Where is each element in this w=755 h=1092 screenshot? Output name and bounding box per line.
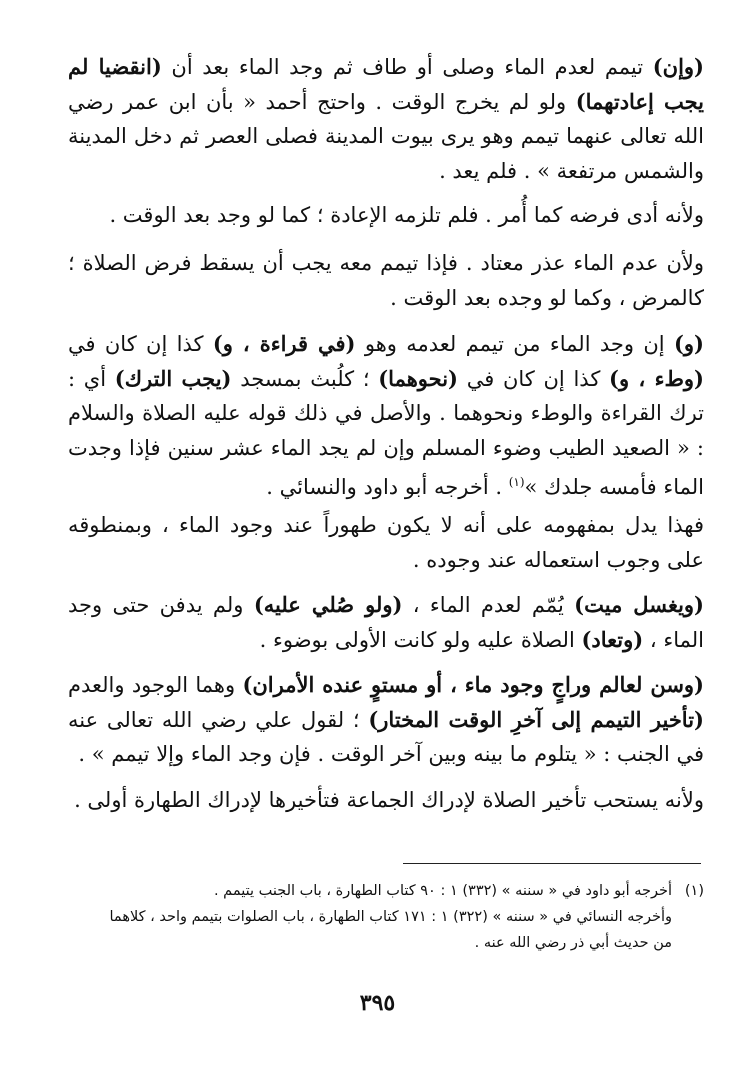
body-text: ولم يدفن حتى وجد الماء ، [68, 593, 704, 652]
footnote-number: (١) [684, 883, 704, 899]
bold-phrase: (تأخير التيمم إلى آخرِ الوقت المختار) [368, 706, 704, 732]
paragraph-8 [68, 783, 704, 818]
body-text: . أخرجه أبو داود والنسائي . [266, 475, 509, 499]
paragraph-1 [68, 50, 704, 188]
body-text: يُمّم لعدم الماء ، [402, 593, 575, 617]
body-text: ولو لم يخرج الوقت . واحتج أحمد « بأن ابن عمر رضي الله تعالى عنهما تيمم وهو يرى بيوت المدينة فصلى العصر ثم دخل المدينة والشمس مرتفعة » . فلم يعد . [68, 89, 704, 183]
body-text: ؛ لقول علي رضي الله تعالى عنه في الجنب : « يتلوم ما بينه وبين آخر الوقت . فإن وجد الماء وإلا تيمم » . [68, 707, 704, 766]
body-text: الصلاة عليه ولو كانت الأولى بوضوء . [259, 627, 582, 652]
body-text: وهما الوجود والعدم [68, 673, 243, 697]
page-number: ٣٩٥ [359, 990, 396, 1016]
footnote-reference[interactable]: (١) [508, 475, 525, 489]
body-text: فهذا يدل بمفهومه على أنه لا يكون طهوراً عند وجود الماء ، وبمنطوقه على وجوب استعماله عند وجوده . [68, 513, 704, 572]
bold-phrase: (انقضيا لم يجب إعادتهما) [68, 54, 704, 114]
paragraph-4 [68, 327, 704, 505]
paragraph-3 [68, 246, 704, 315]
footnote-text: أخرجه أبو داود في « سننه » (٣٣٢) ١ : ٩٠ كتاب الطهارة ، باب الجنب يتيمم . [213, 883, 672, 899]
body-text: ؛ كلُبث بمسجد [231, 366, 379, 391]
paragraph-6 [68, 588, 704, 657]
footnote-line [72, 904, 704, 930]
footnotes [72, 878, 704, 956]
bold-phrase: (وسن لعالم وراجٍ وجود ماء ، أو مستوٍ عنده الأمران) [242, 672, 704, 697]
footnote-text: من حديث أبي ذر رضي الله عنه . [474, 935, 672, 951]
body-text: ولأنه يستحب تأخير الصلاة لإدراك الجماعة فتأخيرها لإدراك الطهارة أولى . [74, 788, 704, 812]
footnote-divider [403, 863, 701, 864]
body-text: أي : ترك القراءة والوطء ونحوهما . والأصل في ذلك قوله عليه الصلاة والسلام : « الصعيد الطيب وضوء المسلم وإن لم يجد الماء عشر سنين فإذا وجدت الماء فأمسه جلدك » [68, 366, 704, 499]
bold-phrase: (في قراءة ، و) [212, 331, 356, 356]
bold-phrase: (يجب الترك) [114, 365, 232, 391]
body-text: تيمم لعدم الماء وصلى أو طاف ثم وجد الماء بعد أن [161, 55, 653, 79]
bold-phrase: (ولو صُلي عليه) [253, 592, 403, 617]
bold-phrase: (وإن) [652, 54, 704, 79]
body-text: كذا إن كان في [68, 332, 213, 356]
body-text: إن وجد الماء من تيمم لعدمه وهو [355, 332, 674, 356]
body-text: ولأنه أدى فرضه كما أُمر . فلم تلزمه الإعادة ؛ كما لو وجد بعد الوقت . [109, 203, 704, 227]
paragraph-7 [68, 668, 704, 772]
paragraph-2 [68, 198, 704, 233]
bold-phrase: (ويغسل ميت) [574, 592, 704, 617]
body-text: ولأن عدم الماء عذر معتاد . فإذا تيمم معه يجب أن يسقط فرض الصلاة ؛ كالمرض ، وكما لو وجده بعد الوقت . [68, 251, 704, 310]
bold-phrase: (وتعاد) [581, 626, 644, 652]
footnote-line [72, 930, 704, 956]
paragraph-5 [68, 508, 704, 577]
bold-phrase: (نحوهما) [378, 365, 458, 391]
bold-phrase: (و) [673, 331, 704, 356]
body-text: كذا إن كان في [457, 366, 610, 391]
footnote-text: وأخرجه النسائي في « سننه » (٣٢٢) ١ : ١٧١ كتاب الطهارة ، باب الصلوات بتيمم واحد ، كلاهما [109, 909, 672, 925]
footnote-line [72, 878, 704, 904]
bold-phrase: (وطء ، و) [609, 365, 704, 391]
